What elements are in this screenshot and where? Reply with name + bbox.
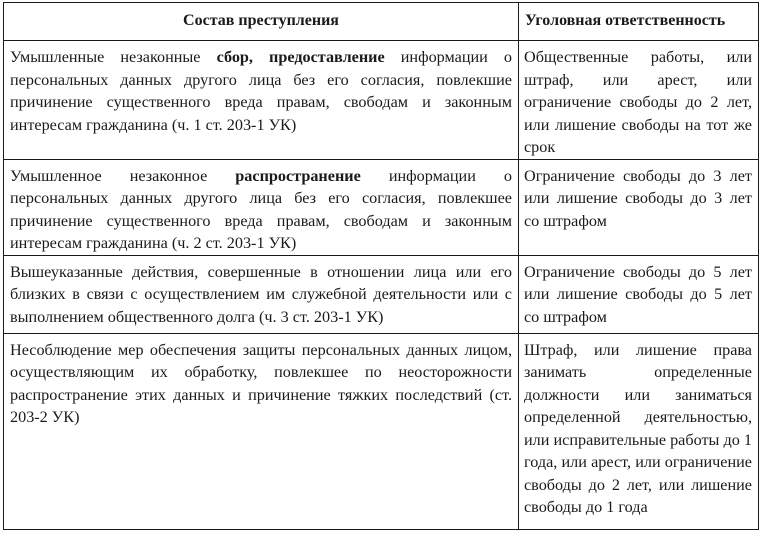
composition-cell [4,41,519,160]
liability-cell [519,41,759,160]
composition-text [4,41,518,136]
liability-text: Ограничение свободы до 3 лет или лишение свободы до 3 лет со штрафом [524,166,752,230]
composition-text-plain: информации о персональных данных другого лица без его согласия, повлекшее причинение существенного вреда правам, свободам и законным интересам гражданина (ч. 2 ст. 203-1 УК) [10,166,512,252]
liability-cell [519,333,759,529]
table-row [4,159,759,255]
crime-liability-table [3,2,759,530]
liability-text: Штраф, или лишение права занимать определенные должности или заниматься определенной деятельностью, или исправительные работы до 1 года, или арест, или ограничение свободы до 2 лет, или лишение свободы до 1 года [524,340,752,516]
header-liability: Уголовная ответственность [519,3,759,41]
composition-text: Вышеуказанные действия, совершенные в отношении лица или его близких в связи с осуществлением им служебной деятельности или с выполнением общественного долга (ч. 3 ст. 203-1 УК) [10,262,512,326]
table-row [4,255,759,333]
liability-cell [519,255,759,333]
composition-text: Несоблюдение мер обеспечения защиты персональных данных лицом, осуществляющим их обработку, повлекшее по неосторожности распространение этих данных и причинение тяжких последствий (ст. 203-2 УК) [10,340,512,426]
liability-text: Общественные работы, или штраф, или арест, или ограничение свободы до 2 лет, или лишение свободы на тот же срок [524,48,752,156]
table-row [4,41,759,160]
table-header-row [4,3,759,41]
composition-text-bold: распространение [235,166,361,185]
composition-cell [4,159,519,255]
liability-text: Ограничение свободы до 5 лет или лишение свободы до 5 лет со штрафом [524,262,752,326]
composition-text-plain: Умышленное незаконное [10,166,236,185]
composition-text-plain: Умышленные незаконные [10,48,217,66]
composition-text-bold: сбор, предоставление [216,48,385,66]
composition-cell [4,333,519,529]
liability-cell [519,159,759,255]
composition-cell [4,255,519,333]
composition-text-plain: информации о персональных данных другого лица без его согласия, повлекшие причинение существенного вреда правам, свободам и законным интересам гражданина (ч. 1 ст. 203-1 УК) [10,48,512,134]
header-composition: Состав преступления [4,3,519,41]
composition-text [4,160,518,255]
table-row [4,333,759,529]
